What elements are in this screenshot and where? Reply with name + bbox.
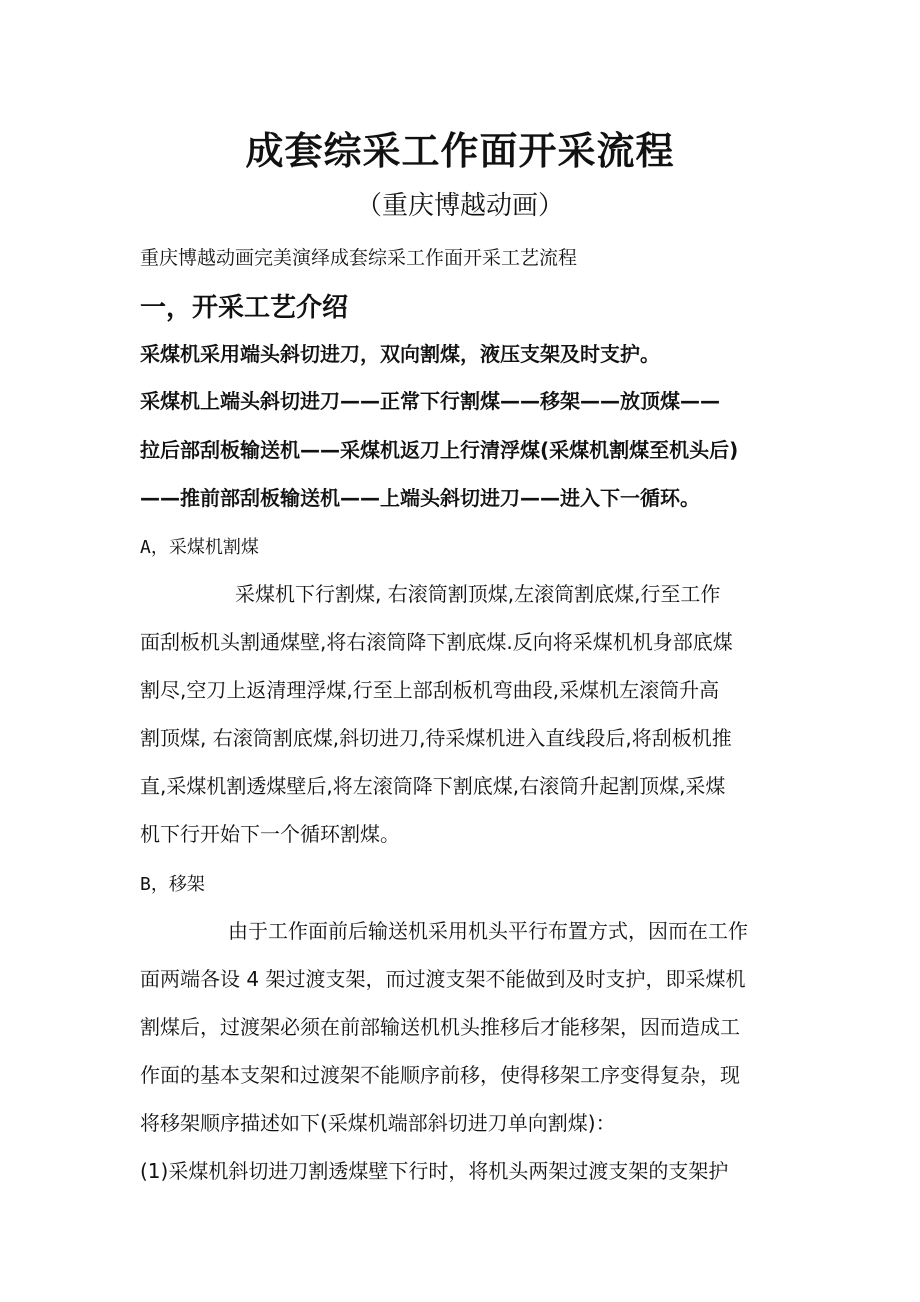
paragraph-line: 作面的基本支架和过渡架不能顺序前移，使得移架工序变得复杂，现 [140, 1063, 740, 1087]
paragraph-line: 采煤机采用端头斜切进刀，双向割煤，液压支架及时支护。 [140, 342, 660, 366]
paragraph-line: 面刮板机头割通煤壁,将右滚筒降下割底煤.反向将采煤机机身部底煤 [140, 630, 733, 654]
paragraph-line: ——推前部刮板输送机——上端头斜切进刀——进入下一循环。 [140, 486, 700, 510]
paragraph-line: 直,采煤机割透煤壁后,将左滚筒降下割底煤,右滚筒升起割顶煤,采煤 [140, 774, 726, 798]
paragraph-line: 将移架顺序描述如下(采煤机端部斜切进刀单向割煤)： [140, 1111, 616, 1135]
section-heading: 一，开采工艺介绍 [140, 293, 349, 323]
paragraph-line: 采煤机上端头斜切进刀——正常下行割煤——移架——放顶煤—— [140, 389, 720, 413]
subsection-label: A，采煤机割煤 [140, 537, 259, 558]
paragraph-line: (1)采煤机斜切进刀割透煤壁下行时，将机头两架过渡支架的支架护 [140, 1159, 729, 1183]
paragraph-line: 机下行开始下一个循环割煤。 [140, 822, 400, 846]
intro-paragraph: 重庆博越动画完美演绎成套综采工作面开采工艺流程 [140, 247, 578, 269]
paragraph-line: 由于工作面前后输送机采用机头平行布置方式，因而在工作 [228, 919, 748, 943]
subsection-label: B，移架 [140, 874, 205, 895]
document-title: 成套综采工作面开采流程 [245, 129, 675, 173]
document-subtitle: （重庆博越动画） [355, 191, 564, 221]
paragraph-line: 拉后部刮板输送机——采煤机返刀上行清浮煤(采煤机割煤至机头后) [140, 438, 739, 462]
paragraph-line: 面两端各设 4 架过渡支架，而过渡支架不能做到及时支护，即采煤机 [140, 967, 746, 991]
paragraph-line: 采煤机下行割煤, 右滚筒割顶煤,左滚筒割底煤,行至工作 [235, 582, 721, 606]
paragraph-line: 割尽,空刀上返清理浮煤,行至上部刮板机弯曲段,采煤机左滚筒升高 [140, 678, 720, 702]
paragraph-line: 割顶煤, 右滚筒割底煤,斜切进刀,待采煤机进入直线段后,将刮板机推 [140, 726, 732, 750]
paragraph-line: 割煤后，过渡架必须在前部输送机机头推移后才能移架，因而造成工 [140, 1015, 740, 1039]
